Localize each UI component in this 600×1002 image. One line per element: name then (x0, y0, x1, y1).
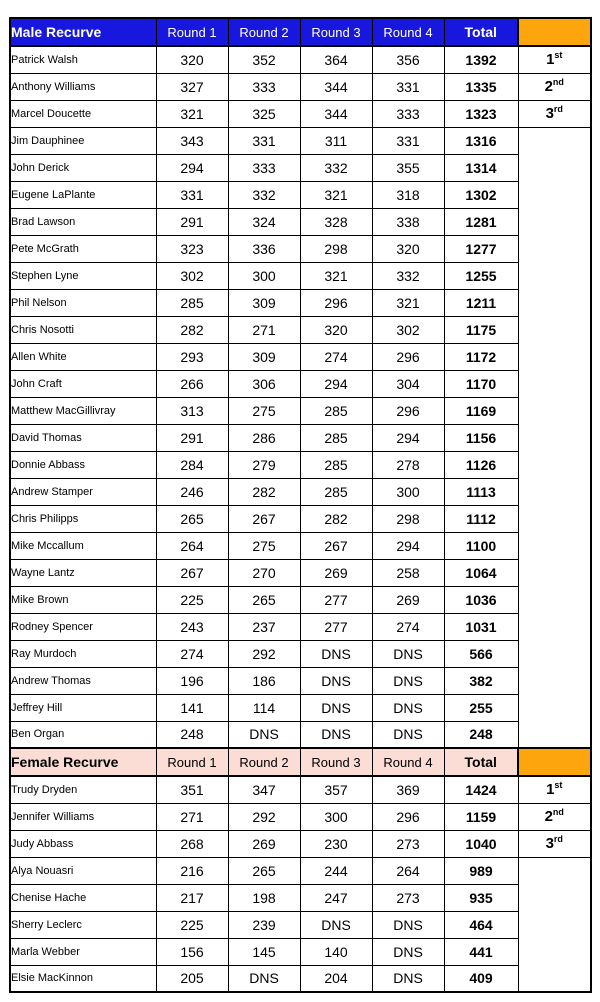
round-score-cell: 294 (372, 424, 444, 451)
round-score-cell: 278 (372, 451, 444, 478)
round-score-cell: 323 (156, 235, 228, 262)
round-score-cell: 248 (156, 721, 228, 748)
round-score-cell: 145 (228, 938, 300, 965)
results-table (9, 17, 592, 993)
table-row (10, 559, 591, 586)
total-score-cell: 1281 (444, 208, 518, 235)
round-score-cell: 332 (228, 181, 300, 208)
section-title: Male Recurve (10, 18, 156, 46)
total-score-cell: 1031 (444, 613, 518, 640)
round-score-cell: 304 (372, 370, 444, 397)
round-score-cell: DNS (300, 640, 372, 667)
round-score-cell: DNS (372, 721, 444, 748)
round-header-cell: Round 2 (228, 18, 300, 46)
total-score-cell: 1392 (444, 46, 518, 73)
placement-number: 3 (545, 835, 554, 852)
round-score-cell: DNS (372, 911, 444, 938)
round-score-cell: DNS (228, 965, 300, 992)
round-score-cell: 279 (228, 451, 300, 478)
round-score-cell: 369 (372, 776, 444, 803)
table-row (10, 208, 591, 235)
round-score-cell: 270 (228, 559, 300, 586)
round-score-cell: 269 (228, 830, 300, 857)
round-score-cell: 243 (156, 613, 228, 640)
table-row (10, 613, 591, 640)
table-row (10, 154, 591, 181)
round-score-cell: 321 (156, 100, 228, 127)
total-score-cell: 1040 (444, 830, 518, 857)
round-score-cell: 296 (372, 803, 444, 830)
round-score-cell: 313 (156, 397, 228, 424)
round-score-cell: 306 (228, 370, 300, 397)
round-score-cell: 264 (372, 857, 444, 884)
round-score-cell: 343 (156, 127, 228, 154)
table-row (10, 911, 591, 938)
total-score-cell: 409 (444, 965, 518, 992)
placement-cell (518, 100, 591, 127)
round-score-cell: 230 (300, 830, 372, 857)
round-score-cell: 300 (228, 262, 300, 289)
round-score-cell: 344 (300, 100, 372, 127)
athlete-name-cell: Alya Nouasri (10, 857, 156, 884)
round-score-cell: 293 (156, 343, 228, 370)
total-score-cell: 1159 (444, 803, 518, 830)
table-row (10, 532, 591, 559)
round-score-cell: 320 (156, 46, 228, 73)
table-row (10, 586, 591, 613)
placement-cell (518, 46, 591, 73)
round-score-cell: 205 (156, 965, 228, 992)
athlete-name-cell: Ray Murdoch (10, 640, 156, 667)
round-score-cell: 266 (156, 370, 228, 397)
round-score-cell: 333 (228, 73, 300, 100)
round-score-cell: 282 (156, 316, 228, 343)
table-row (10, 830, 591, 857)
round-header-cell: Round 3 (300, 748, 372, 776)
round-score-cell: 140 (300, 938, 372, 965)
round-score-cell: DNS (372, 965, 444, 992)
round-score-cell: 333 (228, 154, 300, 181)
round-score-cell: 294 (300, 370, 372, 397)
round-score-cell: 275 (228, 397, 300, 424)
total-score-cell: 1277 (444, 235, 518, 262)
athlete-name-cell: Chris Philipps (10, 505, 156, 532)
round-score-cell: 296 (300, 289, 372, 316)
total-score-cell: 1036 (444, 586, 518, 613)
table-row (10, 343, 591, 370)
placement-number: 2 (544, 808, 553, 825)
round-score-cell: 331 (156, 181, 228, 208)
athlete-name-cell: Allen White (10, 343, 156, 370)
round-score-cell: 321 (300, 181, 372, 208)
total-score-cell: 935 (444, 884, 518, 911)
placement-cell (518, 830, 591, 857)
round-score-cell: 311 (300, 127, 372, 154)
athlete-name-cell: Sherry Leclerc (10, 911, 156, 938)
round-score-cell: 267 (156, 559, 228, 586)
round-score-cell: 294 (156, 154, 228, 181)
placement-cell (518, 73, 591, 100)
round-score-cell: 296 (372, 397, 444, 424)
round-score-cell: 294 (372, 532, 444, 559)
round-score-cell: 258 (372, 559, 444, 586)
placement-suffix: nd (552, 807, 564, 817)
total-score-cell: 1316 (444, 127, 518, 154)
athlete-name-cell: Marcel Doucette (10, 100, 156, 127)
athlete-name-cell: Mike Brown (10, 586, 156, 613)
athlete-name-cell: Stephen Lyne (10, 262, 156, 289)
total-score-cell: 1302 (444, 181, 518, 208)
athlete-name-cell: Brad Lawson (10, 208, 156, 235)
round-score-cell: 273 (372, 830, 444, 857)
table-row (10, 884, 591, 911)
total-score-cell: 1064 (444, 559, 518, 586)
athlete-name-cell: Jennifer Williams (10, 803, 156, 830)
round-score-cell: DNS (300, 721, 372, 748)
table-row (10, 857, 591, 884)
round-score-cell: 277 (300, 586, 372, 613)
total-score-cell: 1211 (444, 289, 518, 316)
athlete-name-cell: Rodney Spencer (10, 613, 156, 640)
round-score-cell: 331 (228, 127, 300, 154)
round-score-cell: 332 (300, 154, 372, 181)
round-score-cell: 267 (228, 505, 300, 532)
round-score-cell: 237 (228, 613, 300, 640)
round-score-cell: 275 (228, 532, 300, 559)
table-row (10, 667, 591, 694)
athlete-name-cell: Trudy Dryden (10, 776, 156, 803)
placement-header-cell (518, 748, 591, 776)
athlete-name-cell: Phil Nelson (10, 289, 156, 316)
total-score-cell: 1169 (444, 397, 518, 424)
athlete-name-cell: Andrew Thomas (10, 667, 156, 694)
placement-cell (518, 776, 591, 803)
athlete-name-cell: Pete McGrath (10, 235, 156, 262)
table-row (10, 181, 591, 208)
round-score-cell: 225 (156, 586, 228, 613)
placement-merged-empty-cell (518, 127, 591, 748)
round-score-cell: 225 (156, 911, 228, 938)
table-row (10, 73, 591, 100)
round-score-cell: 285 (300, 451, 372, 478)
athlete-name-cell: John Derick (10, 154, 156, 181)
round-score-cell: 332 (372, 262, 444, 289)
table-row (10, 370, 591, 397)
table-row (10, 397, 591, 424)
round-score-cell: 351 (156, 776, 228, 803)
round-score-cell: 265 (228, 586, 300, 613)
round-score-cell: DNS (300, 694, 372, 721)
round-score-cell: 347 (228, 776, 300, 803)
athlete-name-cell: Marla Webber (10, 938, 156, 965)
total-score-cell: 1323 (444, 100, 518, 127)
round-score-cell: 265 (228, 857, 300, 884)
total-score-cell: 566 (444, 640, 518, 667)
athlete-name-cell: Judy Abbass (10, 830, 156, 857)
round-score-cell: 302 (156, 262, 228, 289)
round-score-cell: DNS (300, 911, 372, 938)
total-header-cell: Total (444, 18, 518, 46)
athlete-name-cell: Anthony Williams (10, 73, 156, 100)
round-score-cell: 285 (300, 478, 372, 505)
athlete-name-cell: Donnie Abbass (10, 451, 156, 478)
total-score-cell: 1112 (444, 505, 518, 532)
round-score-cell: 114 (228, 694, 300, 721)
table-row (10, 262, 591, 289)
table-row (10, 965, 591, 992)
placement-suffix: st (554, 50, 563, 61)
placement-number: 2 (544, 78, 553, 95)
table-row (10, 289, 591, 316)
total-score-cell: 989 (444, 857, 518, 884)
round-score-cell: 356 (372, 46, 444, 73)
placement-suffix: nd (552, 77, 564, 87)
athlete-name-cell: Elsie MacKinnon (10, 965, 156, 992)
round-score-cell: 285 (300, 424, 372, 451)
athlete-name-cell: Chris Nosotti (10, 316, 156, 343)
total-score-cell: 382 (444, 667, 518, 694)
table-row (10, 46, 591, 73)
round-score-cell: 291 (156, 424, 228, 451)
round-score-cell: 324 (228, 208, 300, 235)
round-score-cell: 320 (300, 316, 372, 343)
round-header-cell: Round 4 (372, 18, 444, 46)
round-score-cell: 355 (372, 154, 444, 181)
placement-suffix: rd (553, 834, 563, 844)
athlete-name-cell: Andrew Stamper (10, 478, 156, 505)
round-score-cell: 285 (300, 397, 372, 424)
total-header-cell: Total (444, 748, 518, 776)
athlete-name-cell: John Craft (10, 370, 156, 397)
round-score-cell: 286 (228, 424, 300, 451)
total-score-cell: 1175 (444, 316, 518, 343)
placement-suffix: rd (553, 104, 563, 114)
round-score-cell: DNS (372, 640, 444, 667)
total-score-cell: 1126 (444, 451, 518, 478)
placement-cell (518, 803, 591, 830)
round-score-cell: 321 (372, 289, 444, 316)
placement-header-cell (518, 18, 591, 46)
round-score-cell: 246 (156, 478, 228, 505)
round-score-cell: 156 (156, 938, 228, 965)
total-score-cell: 248 (444, 721, 518, 748)
total-score-cell: 1156 (444, 424, 518, 451)
round-score-cell: DNS (372, 694, 444, 721)
round-score-cell: 331 (372, 127, 444, 154)
table-row (10, 938, 591, 965)
round-score-cell: 336 (228, 235, 300, 262)
table-row (10, 100, 591, 127)
round-score-cell: 309 (228, 343, 300, 370)
round-score-cell: 274 (372, 613, 444, 640)
round-score-cell: 292 (228, 803, 300, 830)
round-score-cell: 247 (300, 884, 372, 911)
round-score-cell: 271 (156, 803, 228, 830)
table-row (10, 803, 591, 830)
round-header-cell: Round 1 (156, 748, 228, 776)
total-score-cell: 1424 (444, 776, 518, 803)
round-score-cell: 268 (156, 830, 228, 857)
round-score-cell: 328 (300, 208, 372, 235)
section-header-row-female (10, 748, 591, 776)
round-score-cell: 277 (300, 613, 372, 640)
athlete-name-cell: Eugene LaPlante (10, 181, 156, 208)
round-score-cell: 318 (372, 181, 444, 208)
round-score-cell: 320 (372, 235, 444, 262)
total-score-cell: 1113 (444, 478, 518, 505)
round-score-cell: 296 (372, 343, 444, 370)
placement-number: 3 (545, 105, 554, 122)
round-score-cell: 244 (300, 857, 372, 884)
round-score-cell: 141 (156, 694, 228, 721)
total-score-cell: 1100 (444, 532, 518, 559)
round-score-cell: 344 (300, 73, 372, 100)
round-score-cell: 274 (300, 343, 372, 370)
round-score-cell: 264 (156, 532, 228, 559)
round-score-cell: 216 (156, 857, 228, 884)
round-score-cell: 300 (372, 478, 444, 505)
table-row (10, 505, 591, 532)
table-row (10, 235, 591, 262)
round-score-cell: 291 (156, 208, 228, 235)
table-row (10, 424, 591, 451)
round-score-cell: 282 (228, 478, 300, 505)
total-score-cell: 1170 (444, 370, 518, 397)
round-header-cell: Round 1 (156, 18, 228, 46)
round-score-cell: 333 (372, 100, 444, 127)
round-score-cell: 357 (300, 776, 372, 803)
round-score-cell: 331 (372, 73, 444, 100)
athlete-name-cell: Patrick Walsh (10, 46, 156, 73)
round-score-cell: DNS (372, 938, 444, 965)
round-score-cell: 327 (156, 73, 228, 100)
round-score-cell: DNS (228, 721, 300, 748)
athlete-name-cell: Chenise Hache (10, 884, 156, 911)
round-score-cell: 364 (300, 46, 372, 73)
table-row (10, 776, 591, 803)
round-score-cell: 196 (156, 667, 228, 694)
round-score-cell: 239 (228, 911, 300, 938)
athlete-name-cell: Jeffrey Hill (10, 694, 156, 721)
section-header-row-male (10, 18, 591, 46)
round-score-cell: 271 (228, 316, 300, 343)
athlete-name-cell: Matthew MacGillivray (10, 397, 156, 424)
round-score-cell: 282 (300, 505, 372, 532)
round-score-cell: 338 (372, 208, 444, 235)
round-score-cell: 186 (228, 667, 300, 694)
placement-merged-empty-cell (518, 857, 591, 992)
round-score-cell: 309 (228, 289, 300, 316)
round-score-cell: 198 (228, 884, 300, 911)
round-score-cell: 302 (372, 316, 444, 343)
round-header-cell: Round 2 (228, 748, 300, 776)
results-table-body (10, 18, 591, 992)
total-score-cell: 255 (444, 694, 518, 721)
table-row (10, 640, 591, 667)
round-score-cell: 321 (300, 262, 372, 289)
table-row (10, 316, 591, 343)
athlete-name-cell: Mike Mccallum (10, 532, 156, 559)
table-row (10, 451, 591, 478)
round-score-cell: 325 (228, 100, 300, 127)
athlete-name-cell: David Thomas (10, 424, 156, 451)
placement-suffix: st (554, 780, 563, 791)
placement-number: 1 (546, 781, 555, 799)
round-score-cell: 204 (300, 965, 372, 992)
round-score-cell: 300 (300, 803, 372, 830)
section-title: Female Recurve (10, 748, 156, 776)
round-score-cell: 217 (156, 884, 228, 911)
table-row (10, 694, 591, 721)
round-score-cell: 298 (372, 505, 444, 532)
total-score-cell: 1335 (444, 73, 518, 100)
total-score-cell: 464 (444, 911, 518, 938)
total-score-cell: 1314 (444, 154, 518, 181)
table-row (10, 721, 591, 748)
round-score-cell: 273 (372, 884, 444, 911)
athlete-name-cell: Jim Dauphinee (10, 127, 156, 154)
placement-number: 1 (546, 51, 555, 69)
total-score-cell: 1255 (444, 262, 518, 289)
round-score-cell: 285 (156, 289, 228, 316)
round-score-cell: 298 (300, 235, 372, 262)
athlete-name-cell: Ben Organ (10, 721, 156, 748)
total-score-cell: 441 (444, 938, 518, 965)
round-score-cell: DNS (372, 667, 444, 694)
athlete-name-cell: Wayne Lantz (10, 559, 156, 586)
round-header-cell: Round 4 (372, 748, 444, 776)
round-score-cell: 265 (156, 505, 228, 532)
round-score-cell: 267 (300, 532, 372, 559)
round-score-cell: 269 (372, 586, 444, 613)
round-score-cell: 274 (156, 640, 228, 667)
table-row (10, 478, 591, 505)
total-score-cell: 1172 (444, 343, 518, 370)
round-score-cell: 352 (228, 46, 300, 73)
round-score-cell: 292 (228, 640, 300, 667)
round-header-cell: Round 3 (300, 18, 372, 46)
round-score-cell: 284 (156, 451, 228, 478)
table-row (10, 127, 591, 154)
round-score-cell: 269 (300, 559, 372, 586)
round-score-cell: DNS (300, 667, 372, 694)
